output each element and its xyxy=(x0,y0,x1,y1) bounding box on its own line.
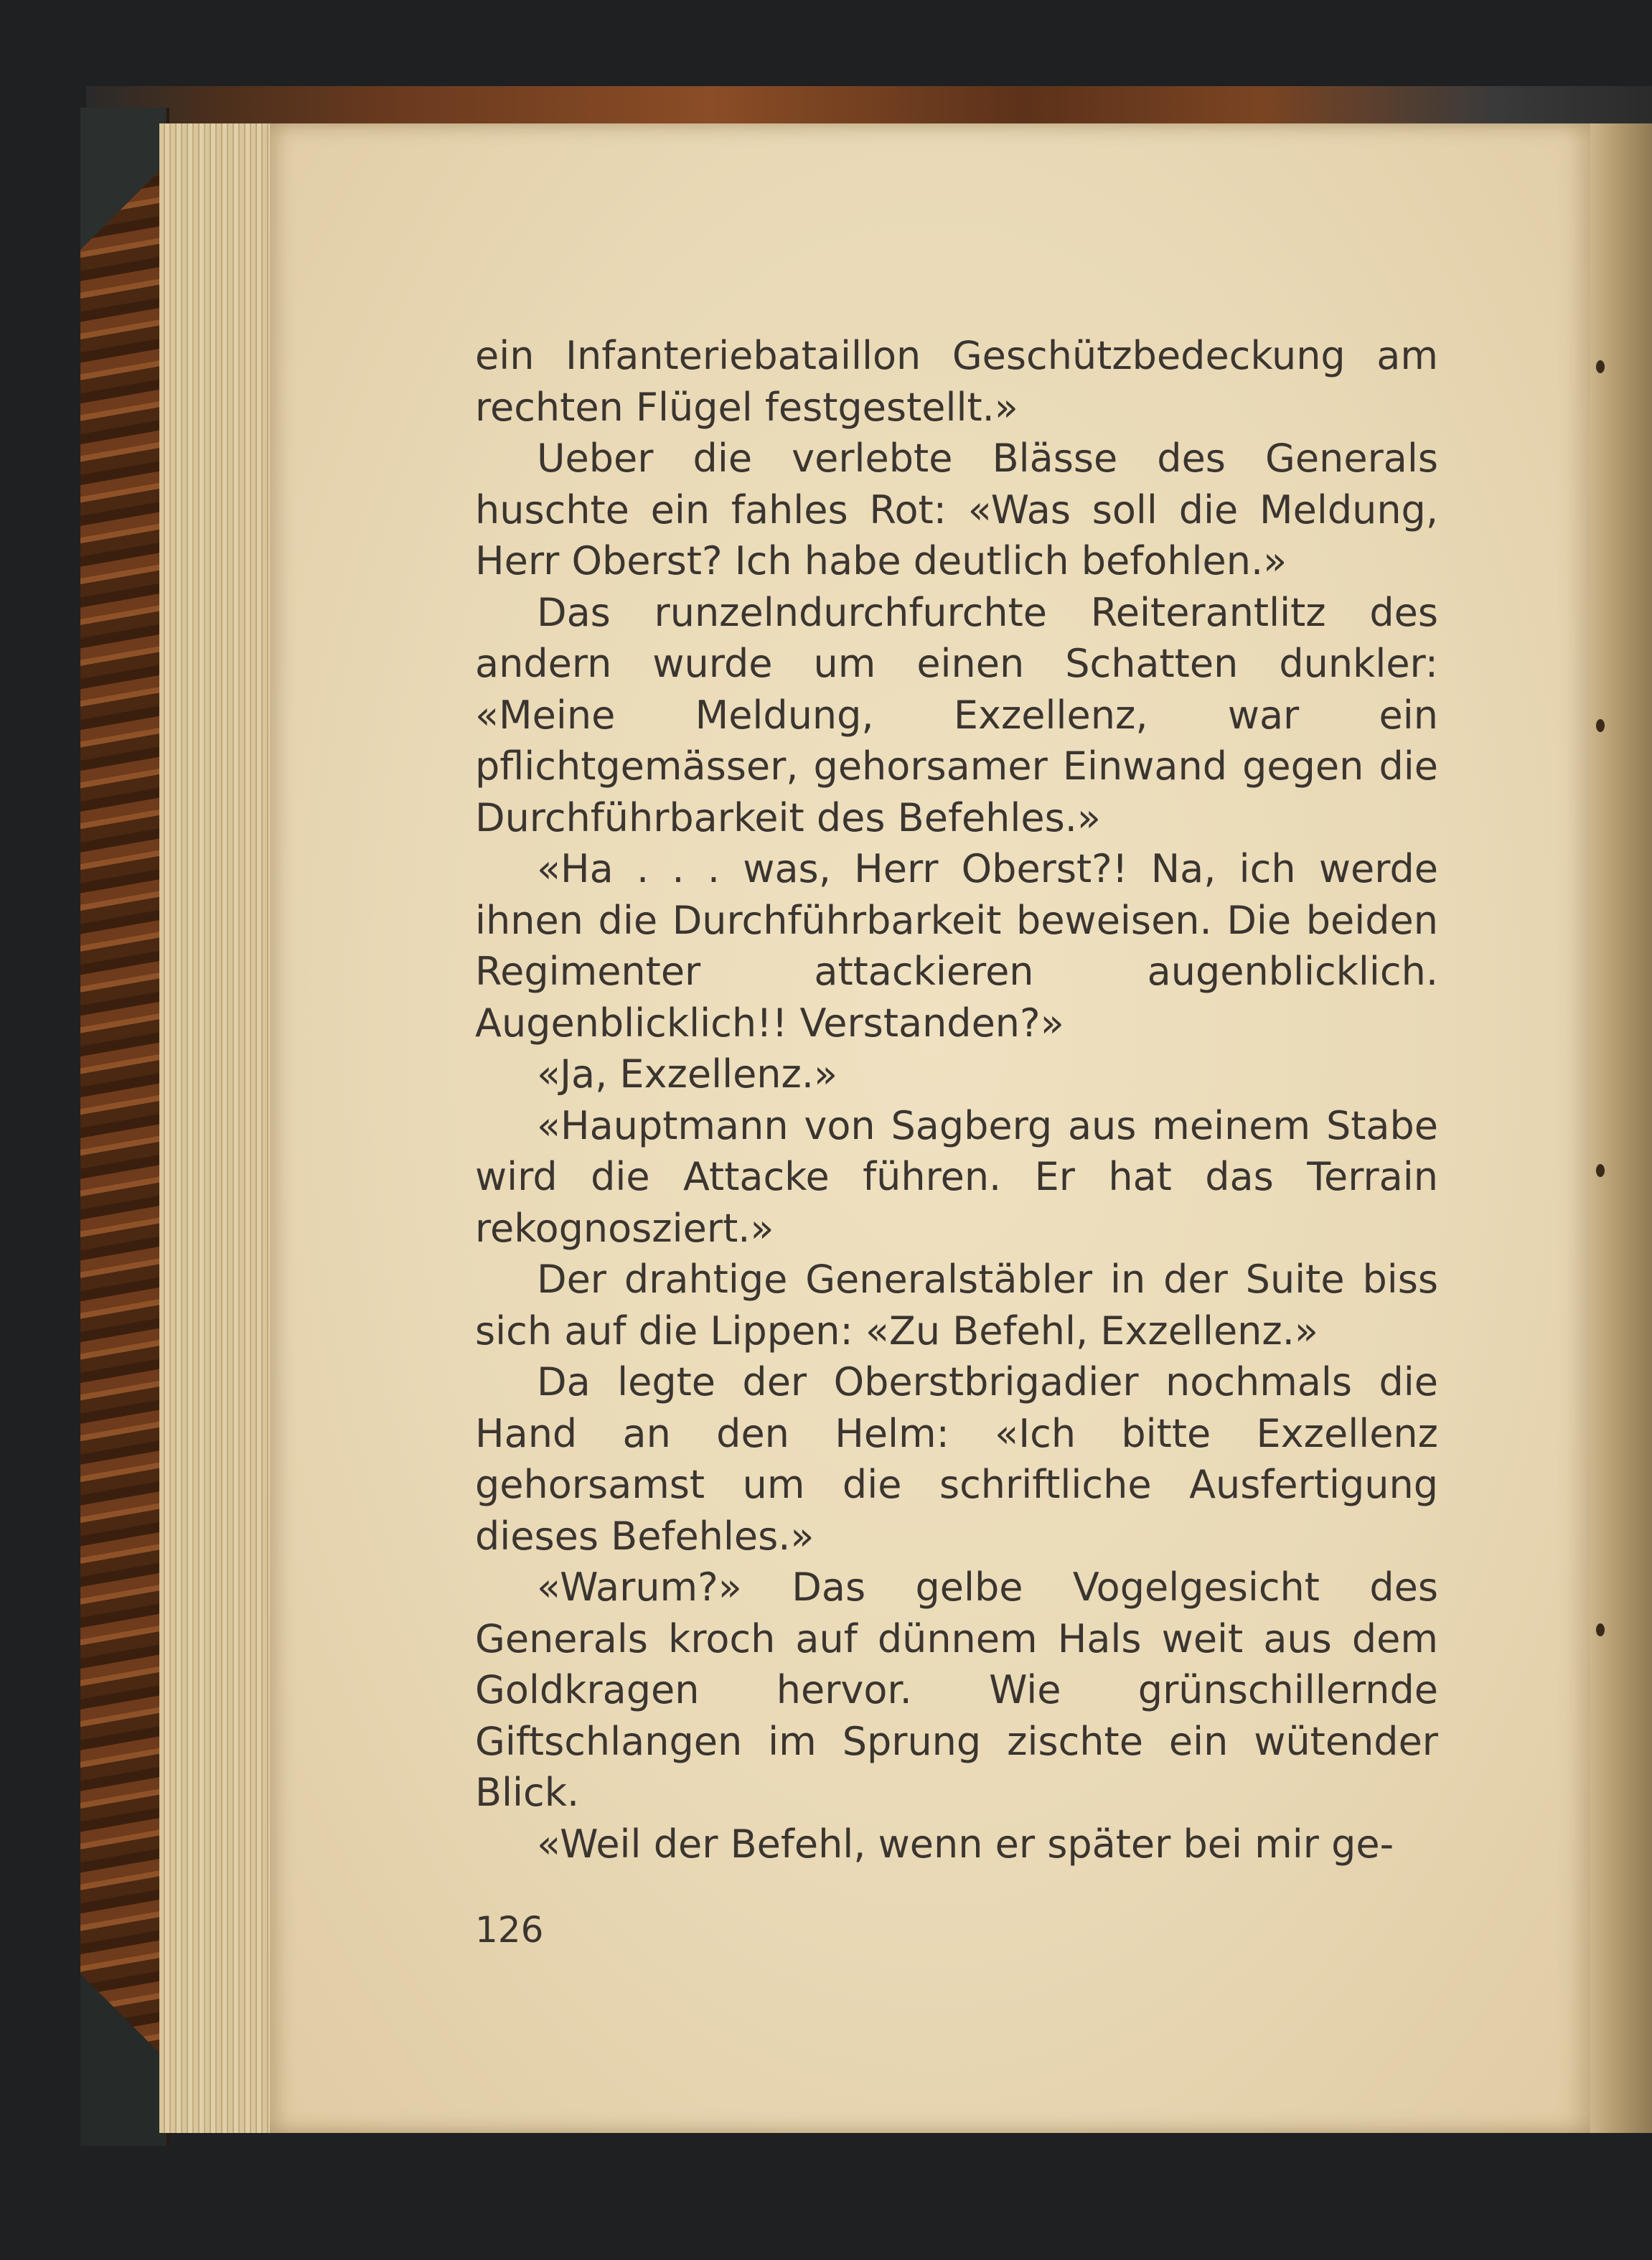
binding-stitch xyxy=(1596,360,1605,373)
paragraph: «Hauptmann von Sagberg aus meinem Stabe wird die Attacke führen. Er hat das Terrain rekognosziert.» xyxy=(475,1102,1438,1251)
binding-stitch xyxy=(1596,1164,1605,1177)
paragraph: ein Infanteriebataillon Geschützbedeckung am rechten Flügel festgestellt.» xyxy=(475,333,1438,430)
paragraph: Der drahtige Generalstäbler in der Suite biss sich auf die Lippen: «Zu Befehl, Exzellenz.» xyxy=(475,1257,1438,1354)
paragraph: Da legte der Oberstbrigadier nochmals die Hand an den Helm: «Ich bitte Exzellenz gehorsamst um die schriftliche Ausfertigung dieses Befehles.» xyxy=(475,1359,1438,1559)
page-edges-stack xyxy=(159,123,288,2133)
paragraph: «Weil der Befehl, wenn er später bei mir ge- xyxy=(537,1821,1394,1867)
marbled-book-cover xyxy=(80,108,169,2146)
gutter-edge xyxy=(1590,123,1652,2133)
cover-corner-top xyxy=(80,108,166,258)
paragraph: «Warum?» Das gelbe Vogelgesicht des Generals kroch auf dünnem Hals weit aus dem Goldkragen hervor. Wie grünschillernde Giftschlangen im Sprung zischte ein wütender Blick. xyxy=(475,1565,1438,1815)
cover-corner-bottom xyxy=(80,1945,166,2146)
binding-stitch xyxy=(1596,719,1605,732)
paragraph: «Ha . . . was, Herr Oberst?! Na, ich werde ihnen die Durchführbarkeit beweisen. Die beiden Regimenter attackieren augenblicklich. Augenblicklich!! Verstanden?» xyxy=(475,846,1438,1046)
paragraph: «Ja, Exzellenz.» xyxy=(537,1051,838,1097)
page-body-text xyxy=(475,330,1438,1870)
binding-stitch xyxy=(1596,1623,1605,1636)
paragraph: Das runzelndurchfurchte Reiterantlitz des andern wurde um einen Schatten dunkler: «Meine Meldung, Exzellenz, war ein pflichtgemässer, gehorsamer Einwand gegen die Durchführbarkeit des Befehles.» xyxy=(475,589,1438,840)
book-cover-top-edge xyxy=(86,86,1652,129)
paragraph: Ueber die verlebte Blässe des Generals huschte ein fahles Rot: «Was soll die Meldung, Herr Oberst? Ich habe deutlich befohlen.» xyxy=(475,436,1438,583)
page-number: 126 xyxy=(475,1909,544,1951)
